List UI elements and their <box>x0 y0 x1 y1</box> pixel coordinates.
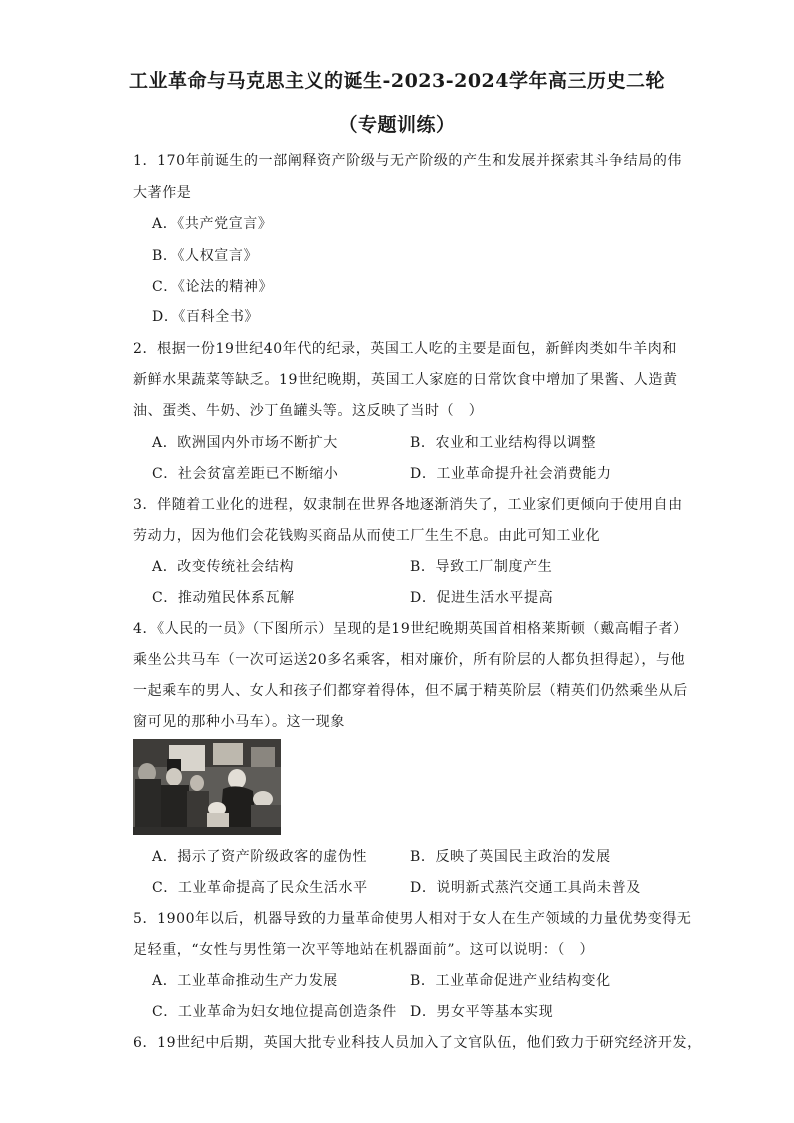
option-d[interactable]: D．说明新式蒸汽交通工具尚未普及 <box>410 880 641 896</box>
question-stem-line: 乘坐公共马车（一次可运送20多名乘客，相对廉价，所有阶层的人都负担得起），与他 <box>133 652 686 668</box>
option-a[interactable]: A．欧洲国内外市场不断扩大 <box>152 435 338 451</box>
option-b[interactable]: B．《人权宣言》 <box>152 248 259 264</box>
question-stem-line: 足轻重，“女性与男性第一次平等地站在机器面前”。这可以说明：（ ） <box>133 942 595 958</box>
question-stem-line: 新鲜水果蔬菜等缺乏。19世纪晚期，英国工人家庭的日常饮食中增加了果酱、人造黄 <box>133 372 678 388</box>
painting-illustration-icon <box>133 739 281 835</box>
option-b[interactable]: B．反映了英国民主政治的发展 <box>410 849 611 865</box>
option-a[interactable]: A．改变传统社会结构 <box>152 559 295 575</box>
question-stem-line: 1．170年前诞生的一部阐释资产阶级与无产阶级的产生和发展并探索其斗争结局的伟 <box>133 153 683 169</box>
page-subtitle: （专题训练） <box>338 114 456 136</box>
option-c[interactable]: C．社会贫富差距已不断缩小 <box>152 466 339 482</box>
question-stem-line: 劳动力，因为他们会花钱购买商品从而使工厂生生不息。由此可知工业化 <box>133 528 601 544</box>
option-d[interactable]: D．工业革命提升社会消费能力 <box>410 466 612 482</box>
option-d[interactable]: D．男女平等基本实现 <box>410 1004 554 1020</box>
question-stem-line: 油、蛋类、牛奶、沙丁鱼罐头等。这反映了当时（ ） <box>133 403 484 419</box>
option-a[interactable]: A．《共产党宣言》 <box>152 216 273 232</box>
option-c[interactable]: C．推动殖民体系瓦解 <box>152 590 295 606</box>
question-stem-line: 3．伴随着工业化的进程，奴隶制在世界各地逐渐消失了，工业家们更倾向于使用自由 <box>133 497 683 513</box>
question-stem-line: 4．《人民的一员》（下图所示）呈现的是19世纪晚期英国首相格莱斯顿（戴高帽子者） <box>133 621 688 637</box>
question-stem-line: 一起乘车的男人、女人和孩子们都穿着得体，但不属于精英阶层（精英们仍然乘坐从后 <box>133 683 688 699</box>
option-b[interactable]: B．农业和工业结构得以调整 <box>410 435 597 451</box>
question-stem-line: 窗可见的那种小马车）。这一现象 <box>133 714 345 730</box>
option-c[interactable]: C．《论法的精神》 <box>152 279 274 295</box>
option-c[interactable]: C．工业革命提高了民众生活水平 <box>152 880 368 896</box>
option-b[interactable]: B．导致工厂制度产生 <box>410 559 553 575</box>
question-stem-line: 大著作是 <box>133 185 192 201</box>
option-d[interactable]: D．《百科全书》 <box>152 309 260 325</box>
option-a[interactable]: A．工业革命推动生产力发展 <box>152 973 338 989</box>
question-stem-line: 2．根据一份19世纪40年代的纪录，英国工人吃的主要是面包，新鲜肉类如牛羊肉和 <box>133 341 677 357</box>
page-title: 工业革命与马克思主义的诞生-2023-2024学年高三历史二轮 <box>128 70 666 92</box>
option-a[interactable]: A．揭示了资产阶级政客的虚伪性 <box>152 849 368 865</box>
option-b[interactable]: B．工业革命促进产业结构变化 <box>410 973 611 989</box>
option-d[interactable]: D．促进生活水平提高 <box>410 590 554 606</box>
historical-painting-image <box>133 739 281 835</box>
question-stem-line: 5．1900年以后，机器导致的力量革命使男人相对于女人在生产领域的力量优势变得无 <box>133 911 692 927</box>
question-stem-line: 6．19世纪中后期，英国大批专业科技人员加入了文官队伍，他们致力于研究经济开发， <box>133 1035 702 1051</box>
option-c[interactable]: C．工业革命为妇女地位提高创造条件 <box>152 1004 397 1020</box>
